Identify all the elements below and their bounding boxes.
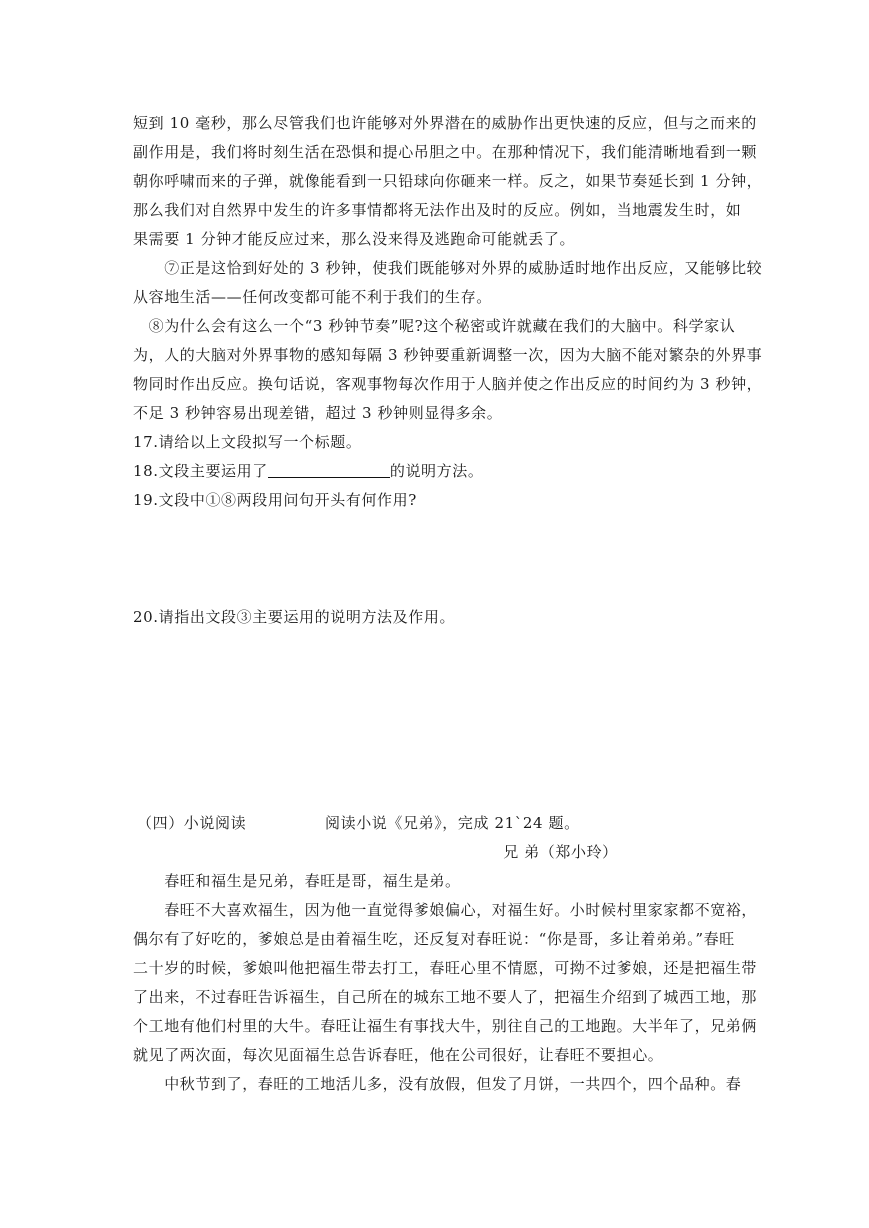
question-17: 17.请给以上文段拟写一个标题。	[133, 433, 362, 451]
story-title: 兄 弟（郑小玲）	[503, 843, 618, 861]
passage-line: 物同时作出反应。换句话说，客观事物每次作用于人脑并使之作出反应的时间约为 3 秒钟，	[133, 375, 763, 393]
passage-line: 果需要 1 分钟才能反应过来，那么没来得及逃跑命可能就丢了。	[133, 230, 576, 248]
question-20: 20.请指出文段③主要运用的说明方法及作用。	[133, 608, 456, 626]
section-4-header: （四）小说阅读	[137, 814, 247, 832]
story-line: 偶尔有了好吃的，爹娘总是由着福生吃，还反复对春旺说：“你是哥，多让着弟弟。”春旺	[133, 930, 735, 948]
question-18	[133, 461, 483, 481]
passage-line: 短到 10 毫秒，那么尽管我们也许能够对外界潜在的威胁作出更快速的反应，但与之而来的	[133, 114, 757, 132]
question-18-suffix: 的说明方法。	[389, 462, 484, 480]
section-4-instruction: 阅读小说《兄弟》，完成 21`24 题。	[325, 814, 580, 832]
story-line: 二十岁的时候，爹娘叫他把福生带去打工，春旺心里不情愿，可拗不过爹娘，还是把福生带	[133, 959, 758, 977]
story-line: 个工地有他们村里的大牛。春旺让福生有事找大牛，别往自己的工地跑。大半年了，兄弟俩	[133, 1017, 758, 1035]
passage-line: 朝你呼啸而来的子弹，就像能看到一只铅球向你砸来一样。反之，如果节奏延长到 1 分钟，	[133, 172, 763, 190]
story-line: 春旺和福生是兄弟，春旺是哥，福生是弟。	[133, 872, 461, 890]
passage-line: 从容地生活——任何改变都可能不利于我们的生存。	[133, 288, 492, 306]
passage-line: 为，人的大脑对外界事物的感知每隔 3 秒钟要重新调整一次，因为大脑不能对繁杂的外界事	[133, 346, 763, 364]
answer-blank[interactable]	[268, 462, 390, 478]
passage-line: ⑦正是这恰到好处的 3 秒钟，使我们既能够对外界的威胁适时地作出反应，又能够比较	[133, 259, 763, 277]
passage-line: ⑧为什么会有这么一个“3 秒钟节奏”呢?这个秘密或许就藏在我们的大脑中。科学家认	[133, 317, 736, 335]
question-18-text: 18.文段主要运用了	[133, 462, 268, 480]
passage-line: 不足 3 秒钟容易出现差错，超过 3 秒钟则显得多余。	[133, 404, 503, 422]
story-line: 春旺不大喜欢福生，因为他一直觉得爹娘偏心，对福生好。小时候村里家家都不宽裕，	[133, 901, 758, 919]
story-line: 中秋节到了，春旺的工地活儿多，没有放假，但发了月饼，一共四个，四个品种。春	[133, 1075, 742, 1093]
question-19: 19.文段中①⑧两段用问句开头有何作用?	[133, 491, 417, 509]
story-line: 了出来，不过春旺告诉福生，自己所在的城东工地不要人了，把福生介绍到了城西工地，那	[133, 988, 758, 1006]
passage-line: 副作用是，我们将时刻生活在恐惧和提心吊胆之中。在那种情况下，我们能清晰地看到一颗	[133, 143, 758, 161]
story-line: 就见了两次面，每次见面福生总告诉春旺，他在公司很好，让春旺不要担心。	[133, 1046, 664, 1064]
passage-line: 那么我们对自然界中发生的许多事情都将无法作出及时的反应。例如，当地震发生时，如	[133, 201, 742, 219]
